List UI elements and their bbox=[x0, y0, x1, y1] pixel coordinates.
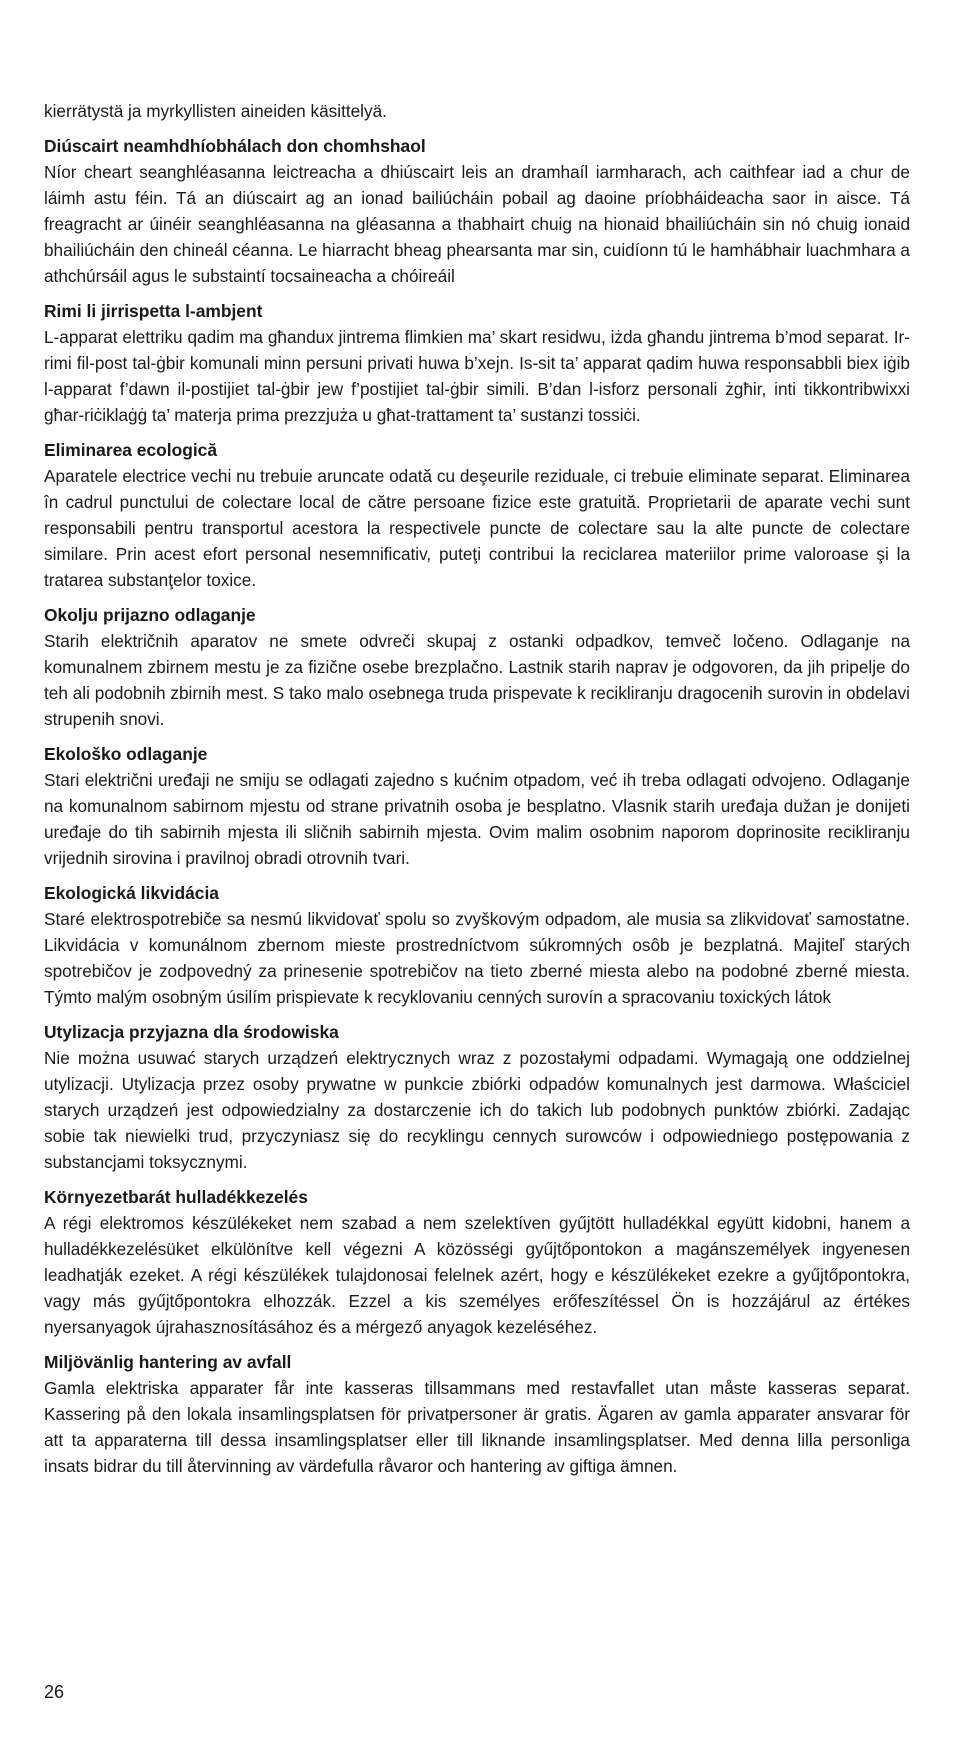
section-swedish bbox=[44, 1350, 910, 1479]
section-croatian bbox=[44, 742, 910, 871]
section-body: Nie można usuwać starych urządzeń elektrycznych wraz z pozostałymi odpadami. Wymagają one oddzielnej utylizacji. Utylizacja przez osoby prywatne w punkcie zbiórki odpadów komunalnych jest darmowa. Właściciel starych urządzeń jest odpowiedzialny za dostarczenie ich do takich lub podobnych punktów zbiórki. Zadając sobie tak niewielki trud, przyczyniasz się do recyklingu cennych surowców i odpowiedniego postępowania z substancjami toksycznymi. bbox=[44, 1048, 910, 1172]
section-heading: Okolju prijazno odlaganje bbox=[44, 605, 256, 625]
section-maltese bbox=[44, 299, 910, 428]
section-body: Gamla elektriska apparater får inte kasseras tillsammans med restavfallet utan måste kasseras separat. Kassering på den lokala insamlingsplatsen för privatpersoner är gratis. Ägaren av gamla apparater ansvarar för att ta apparaterna till dessa insamlingsplatser eller till liknande insamlingsplatser. Med denna lilla personliga insats bidrar du till återvinning av värdefulla råvaror och hantering av giftiga ämnen. bbox=[44, 1378, 910, 1476]
section-heading: Miljövänlig hantering av avfall bbox=[44, 1352, 292, 1372]
section-body: Níor cheart seanghléasanna leictreacha a dhiúscairt leis an dramhaíl iarmharach, ach caithfear iad a chur de láimh astu féin. Tá an diúscairt ag an ionad bailiúcháin pobail ag daoine príobháideacha saor in aisce. Tá freagracht ar úinéir seanghléasanna na gléasanna a thabhairt chuig na hionaid bhailiúcháin sin nó chuig ionaid bhailiúcháin den chineál céanna. Le hiarracht bheag phearsanta mar sin, cuidíonn tú le hamhábhair luachmhara a athchúrsáil agus le substaintí tocsaineacha a chóireáil bbox=[44, 162, 910, 286]
section-body: L-apparat elettriku qadim ma għandux jintrema flimkien ma’ skart residwu, iżda għandu jintrema b’mod separat. Ir-rimi fil-post tal-ġbir komunali minn persuni privati huwa b’xejn. Is-sit ta’ apparat qadim huwa responsabbli biex iġib l-apparat f’dawn il-postijiet tal-ġbir jew f’postijiet tal-ġbir simili. B’dan l-isforz personali żgħir, inti tikkontribwixxi għar-riċiklaġġ ta’ materja prima prezzjuża u għat-trattament ta’ sustanzi tossiċi. bbox=[44, 327, 910, 425]
section-heading: Rimi li jirrispetta l-ambjent bbox=[44, 301, 263, 321]
section-slovak bbox=[44, 881, 910, 1010]
section-heading: Diúscairt neamhdhíobhálach don chomhshaol bbox=[44, 136, 426, 156]
intro-text: kierrätystä ja myrkyllisten aineiden käsittelyä. bbox=[44, 101, 387, 121]
section-heading: Utylizacja przyjazna dla środowiska bbox=[44, 1022, 339, 1042]
section-romanian bbox=[44, 438, 910, 593]
section-body: Starih električnih aparatov ne smete odvreči skupaj z ostanki odpadkov, temveč ločeno. Odlaganje na komunalnem zbirnem mestu je za fizične osebe brezplačno. Lastnik starih naprav je odgovoren, da jih pripelje do teh ali podobnih zbirnih mest. S tako malo osebnega truda prispevate k recikliranju dragocenih surovin in obdelavi strupenih snovi. bbox=[44, 631, 910, 729]
section-hungarian bbox=[44, 1185, 910, 1340]
section-heading: Környezetbarát hulladékkezelés bbox=[44, 1187, 308, 1207]
section-slovenian bbox=[44, 603, 910, 732]
section-body: Staré elektrospotrebiče sa nesmú likvidovať spolu so zvyškovým odpadom, ale musia sa zlikvidovať samostatne. Likvidácia v komunálnom zbernom mieste prostredníctvom súkromných osôb je bezplatná. Majiteľ starých spotrebičov je zodpovedný za prinesenie spotrebičov na tieto zberné miesta alebo na podobné zberné miesta. Týmto malým osobným úsilím prispievate k recyklovaniu cenných surovín a spracovaniu toxických látok bbox=[44, 909, 910, 1007]
page-number: 26 bbox=[44, 1682, 65, 1702]
section-body: Aparatele electrice vechi nu trebuie aruncate odată cu deşeurile reziduale, ci trebuie eliminate separat. Eliminarea în cadrul punctului de colectare local de către persoane fizice este gratuită. Proprietarii de aparate vechi sunt responsabili pentru transportul acestora la respectivele puncte de colectare sau la alte puncte de colectare similare. Prin acest efort personal nesemnificativ, puteţi contribui la reciclarea materiilor prime valoroase şi la tratarea substanţelor toxice. bbox=[44, 466, 910, 590]
section-body: Stari električni uređaji ne smiju se odlagati zajedno s kućnim otpadom, već ih treba odlagati odvojeno. Odlaganje na komunalnom sabirnom mjestu od strane privatnih osoba je besplatno. Vlasnik starih uređaja dužan je donijeti uređaje do tih sabirnih mjesta ili sličnih sabirnih mjesta. Ovim malim osobnim naporom doprinosite recikliranju vrijednih sirovina i pravilnoj obradi otrovnih tvari. bbox=[44, 770, 910, 868]
document-page bbox=[44, 98, 910, 1489]
section-body: A régi elektromos készülékeket nem szabad a nem szelektíven gyűjtött hulladékkal együtt kidobni, hanem a hulladékkezelésüket elkülönítve kell végezni A közösségi gyűjtőpontokon a magánszemélyek ingyenesen leadhatják ezeket. A régi készülékek tulajdonosai felelnek azért, hogy e készülékeket ezekre a gyűjtőpontokra, vagy más gyűjtőpontokra elhozzák. Ezzel a kis személyes erőfeszítéssel Ön is hozzájárul az értékes nyersanyagok újrahasznosításához és a mérgező anyagok kezeléséhez. bbox=[44, 1213, 910, 1337]
section-heading: Eliminarea ecologică bbox=[44, 440, 218, 460]
section-irish bbox=[44, 134, 910, 289]
section-heading: Ekologická likvidácia bbox=[44, 883, 219, 903]
section-polish bbox=[44, 1020, 910, 1175]
section-heading: Ekološko odlaganje bbox=[44, 744, 208, 764]
